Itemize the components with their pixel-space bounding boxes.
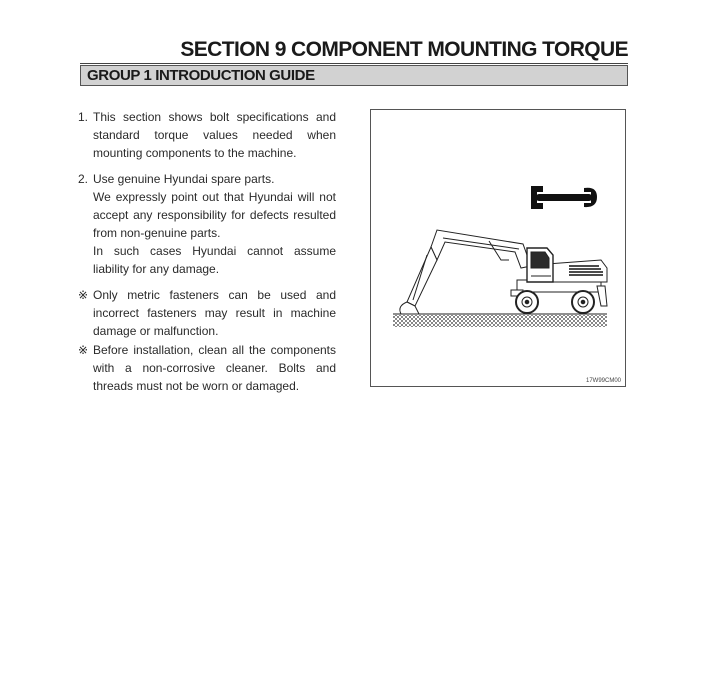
- list-item-2: [78, 170, 336, 278]
- note-text: Only metric fasteners can be used and incorrect fasteners may result in machine damage or malfunction.: [93, 288, 336, 338]
- note-text: Before installation, clean all the components with a non-corrosive cleaner. Bolts and threads must not be worn or damaged.: [93, 343, 336, 393]
- section-title: SECTION 9 COMPONENT MOUNTING TORQUE: [180, 38, 628, 61]
- list-marker: 1.: [78, 110, 89, 124]
- note-item-2: [78, 341, 336, 395]
- note-item-1: [78, 286, 336, 340]
- section-rule: [80, 63, 628, 64]
- list-marker: 2.: [78, 172, 89, 186]
- group-header-bar: [80, 65, 628, 86]
- list-item-1: [78, 108, 336, 162]
- wrench-icon: [531, 186, 597, 209]
- excavator-illustration: [393, 230, 607, 327]
- item-paragraph: This section shows bolt specifications and standard torque values needed when mounting components to the machine.: [93, 110, 336, 160]
- figure-code: 17W99CM00: [585, 378, 621, 384]
- item-paragraph: We expressly point out that Hyundai will not accept any responsibility for defects resulted from non-genuine parts.: [93, 190, 336, 240]
- item-paragraph: In such cases Hyundai cannot assume liability for any damage.: [93, 244, 336, 276]
- figure-box: [370, 109, 626, 387]
- instruction-body: [78, 108, 336, 396]
- item-paragraph: Use genuine Hyundai spare parts.: [93, 172, 275, 186]
- note-marker: ※: [78, 288, 89, 302]
- group-title: GROUP 1 INTRODUCTION GUIDE: [87, 67, 315, 84]
- note-marker: ※: [78, 343, 89, 357]
